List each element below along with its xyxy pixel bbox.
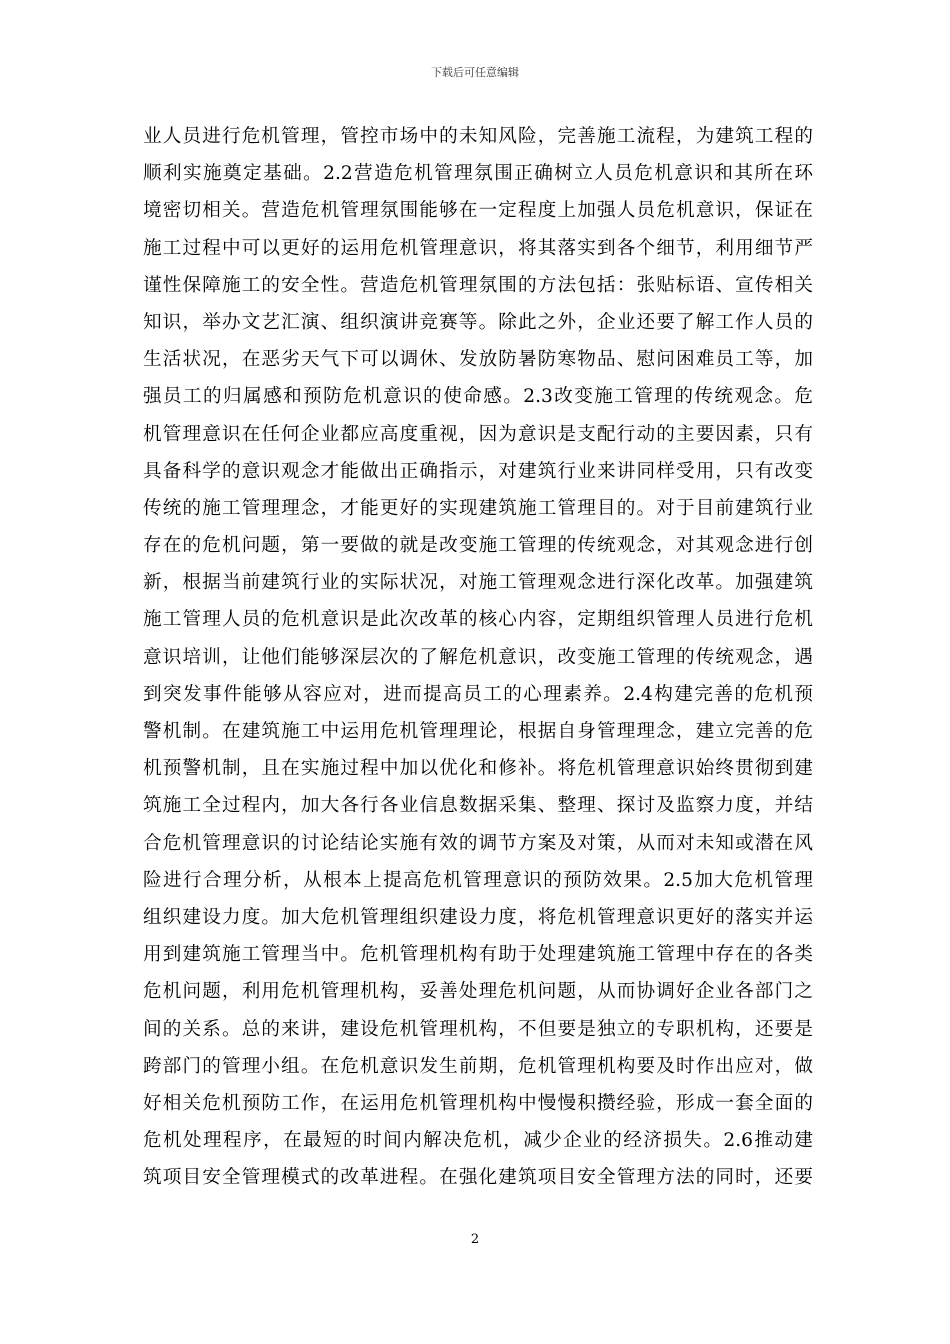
text-line: 存在的危机问题，第一要做的就是改变施工管理的传统观念，对其观念进行创: [143, 535, 813, 557]
page-header: 下载后可任意编辑: [431, 66, 519, 79]
text-line: 强员工的归属感和预防危机意识的使命感。2.3改变施工管理的传统观念。危: [143, 386, 813, 408]
text-line: 施工过程中可以更好的运用危机管理意识，将其落实到各个细节，利用细节严: [143, 237, 813, 259]
text-line: 机管理意识在任何企业都应高度重视，因为意识是支配行动的主要因素，只有: [143, 423, 813, 445]
text-line: 业人员进行危机管理，管控市场中的未知风险，完善施工流程，为建筑工程的: [143, 126, 813, 147]
text-line: 机预警机制，且在实施过程中加以优化和修补。将危机管理意识始终贯彻到建: [143, 758, 813, 780]
text-line: 好相关危机预防工作，在运用危机管理机构中慢慢积攒经验，形成一套全面的: [143, 1092, 813, 1114]
text-line: 传统的施工管理理念，才能更好的实现建筑施工管理目的。对于目前建筑行业: [143, 497, 813, 519]
text-line: 合危机管理意识的讨论结论实施有效的调节方案及对策，从而对未知或潜在风: [143, 832, 813, 854]
text-line: 险进行合理分析，从根本上提高危机管理意识的预防效果。2.5加大危机管理: [143, 869, 813, 891]
text-line: 警机制。在建筑施工中运用危机管理理论，根据自身管理理念，建立完善的危: [143, 721, 813, 742]
text-line: 筑项目安全管理模式的改革进程。在强化建筑项目安全管理方法的同时，还要: [143, 1167, 813, 1189]
text-line: 用到建筑施工管理当中。危机管理机构有助于处理建筑施工管理中存在的各类: [143, 944, 813, 966]
page-number: 2: [470, 1232, 480, 1247]
text-line: 具备科学的意识观念才能做出正确指示，对建筑行业来讲同样受用，只有改变: [143, 460, 813, 482]
text-line: 施工管理人员的危机意识是此次改革的核心内容，定期组织管理人员进行危机: [143, 609, 813, 631]
text-line: 危机问题，利用危机管理机构，妥善处理危机问题，从而协调好企业各部门之: [143, 981, 813, 1003]
text-line: 顺利实施奠定基础。2.2营造危机管理氛围正确树立人员危机意识和其所在环: [143, 163, 813, 185]
text-line: 到突发事件能够从容应对，进而提高员工的心理素养。2.4构建完善的危机预: [143, 683, 813, 705]
text-line: 知识，举办文艺汇演、组织演讲竞赛等。除此之外，企业还要了解工作人员的: [143, 311, 813, 333]
text-line: 组织建设力度。加大危机管理组织建设力度，将危机管理意识更好的落实并运: [143, 906, 813, 928]
text-line: 境密切相关。营造危机管理氛围能够在一定程度上加强人员危机意识，保证在: [143, 200, 813, 222]
text-line: 间的关系。总的来讲，建设危机管理机构，不但要是独立的专职机构，还要是: [143, 1018, 813, 1040]
text-line: 危机处理程序，在最短的时间内解决危机，减少企业的经济损失。2.6推动建: [143, 1130, 813, 1152]
text-line: 筑施工全过程内，加大各行各业信息数据采集、整理、探讨及监察力度，并结: [143, 795, 813, 817]
body-text: [143, 118, 813, 1196]
text-line: 新，根据当前建筑行业的实际状况，对施工管理观念进行深化改革。加强建筑: [143, 572, 813, 594]
text-line: 谨性保障施工的安全性。营造危机管理氛围的方法包括：张贴标语、宣传相关: [143, 274, 813, 296]
text-line: 意识培训，让他们能够深层次的了解危机意识，改变施工管理的传统观念，遇: [143, 646, 813, 668]
text-line: 生活状况，在恶劣天气下可以调休、发放防暑防寒物品、慰问困难员工等，加: [143, 349, 813, 371]
text-line: 跨部门的管理小组。在危机意识发生前期，危机管理机构要及时作出应对，做: [143, 1055, 813, 1077]
